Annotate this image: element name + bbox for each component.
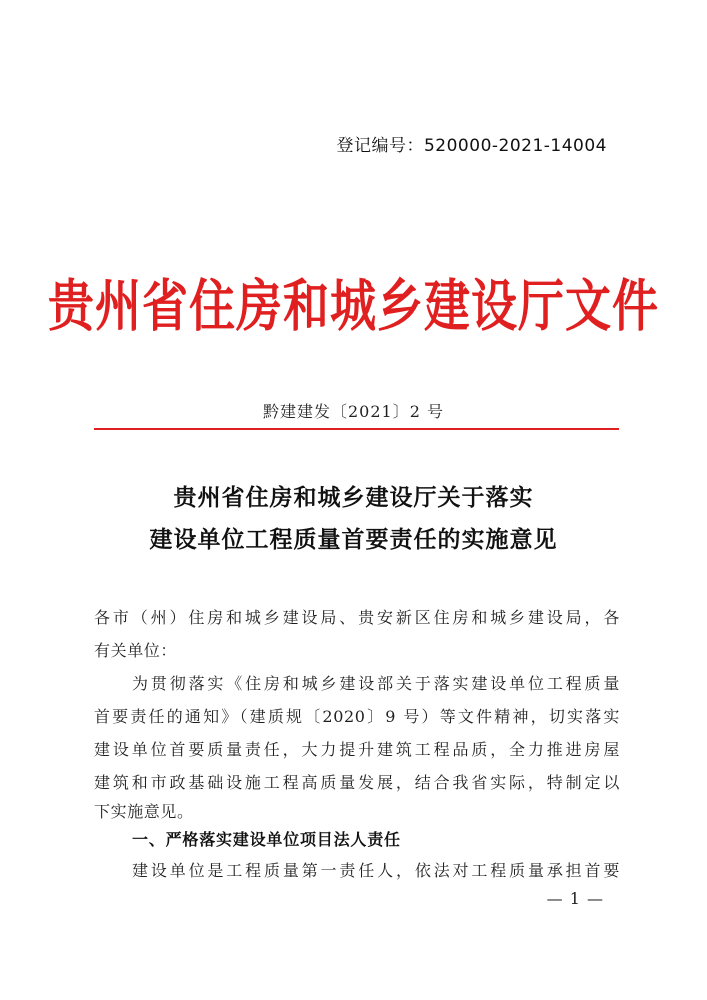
paragraph1-line5: 下实施意见。: [94, 802, 194, 821]
paragraph1-line1: 为贯彻落实《住房和城乡建设部关于落实建设单位工程质量: [132, 674, 620, 693]
paragraph1-line3: 建设单位首要质量责任，大力提升建筑工程品质，全力推进房屋: [94, 740, 620, 759]
issuer-banner-title: 贵州省住房和城乡建设厅文件: [48, 272, 659, 339]
page-number: — 1 —: [546, 889, 604, 908]
paragraph1-line2: 首要责任的通知》（建质规〔2020〕9 号）等文件精神，切实落实: [94, 707, 620, 726]
document-heading-line1: 贵州省住房和城乡建设厅关于落实: [173, 484, 534, 511]
registration-number: 登记编号：520000-2021-14004: [336, 136, 607, 156]
paragraph2-line1: 建设单位是工程质量第一责任人，依法对工程质量承担首要: [132, 861, 620, 880]
addressee-line1: 各市（州）住房和城乡建设局、贵安新区住房和城乡建设局，各: [94, 608, 620, 627]
paragraph1-line4: 建筑和市政基础设施工程高质量发展，结合我省实际，特制定以: [94, 773, 620, 792]
red-divider-rule: [94, 428, 619, 430]
addressee-line2: 有关单位：: [94, 641, 178, 660]
document-number: 黔建建发〔2021〕2 号: [263, 402, 444, 421]
document-heading-line2: 建设单位工程质量首要责任的实施意见: [149, 526, 558, 553]
section1-title: 一、严格落实建设单位项目法人责任: [132, 830, 401, 849]
